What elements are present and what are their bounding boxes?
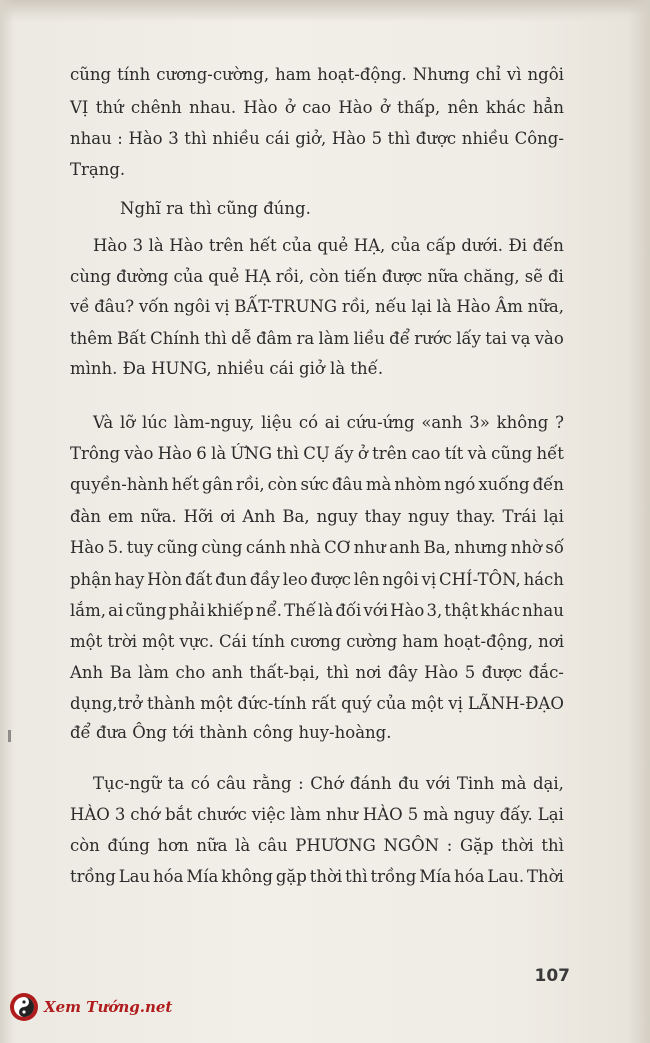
text-line: VỊ thứ chênh nhau. Hào ở cao Hào ở thấp, nên khác hẳn [70,98,564,117]
text-line: nhau : Hào 3 thì nhiều cái giở, Hào 5 thì được nhiều Công- [70,129,564,148]
margin-mark [8,730,11,742]
text-line: thêm Bất Chính thì dễ đâm ra làm liều để rước lấy tai vạ vào [70,329,564,348]
text-line: cùng đường của quẻ HẠ rồi, còn tiến được nữa chăng, sẽ đi [70,267,564,286]
watermark-logo [10,992,172,1022]
text-line: Hào 3 là Hào trên hết của quẻ HẠ, của cấp dưới. Đi đến [93,236,564,255]
text-line: phận hay Hòn đất đun đầy leo được lên ngôi vị CHÍ-TÔN, hách [70,570,564,589]
text-line: lắm, ai cũng phải khiếp nể. Thế là đối với Hào 3, thật khác nhau [70,601,564,620]
watermark-text: Xem Tướng.net [44,998,173,1016]
text-line: còn đúng hơn nữa là câu PHƯƠNG NGÔN : Gặp thời thì [70,836,564,855]
text-line: Hào 5. tuy cũng cùng cánh nhà CƠ như anh Ba, nhưng nhờ số [70,538,564,557]
text-line: một trời một vực. Cái tính cương cường ham hoạt-động, nơi [70,632,564,651]
text-line: Và lỡ lúc làm-nguy, liệu có ai cứu-ứng «anh 3» không ? [93,413,564,432]
text-line: trồng Lau hóa Mía không gặp thời thì trồng Mía hóa Lau. Thời [70,867,564,886]
text-line: mình. Đa HUNG, nhiều cái giở là thế. [70,359,384,378]
text-line: cũng tính cương-cường, ham hoạt-động. Nhưng chỉ vì ngôi [70,65,564,84]
page-left-shadow [0,0,14,1043]
text-line: dụng,trở thành một đức-tính rất quý của một vị LÃNH-ĐẠO [70,694,564,713]
page-right-shadow [628,0,650,1043]
yin-yang-icon [10,993,38,1021]
text-line: đàn em nữa. Hỡi ơi Anh Ba, nguy thay nguy thay. Trái lại [70,507,564,526]
text-line: quyền-hành hết gân rồi, còn sức đâu mà nhòm ngó xuống đến [70,475,564,494]
text-line: HÀO 3 chớ bắt chước việc làm như HÀO 5 mà nguy đấy. Lại [70,805,564,824]
text-line: Anh Ba làm cho anh thất-bại, thì nơi đây Hào 5 được đắc- [70,663,564,682]
text-line: Tục-ngữ ta có câu rằng : Chớ đánh đu với Tinh mà dại, [93,774,564,793]
page-number: 107 [534,966,570,986]
text-line: Nghĩ ra thì cũng đúng. [120,199,311,218]
text-line: để đưa Ông tới thành công huy-hoàng. [70,723,392,742]
text-line: Trạng. [70,160,126,179]
text-line: Trông vào Hào 6 là ỨNG thì CỤ ấy ở trên cao tít và cũng hết [70,444,564,463]
page-top-edge [0,0,650,22]
text-line: về đâu? vốn ngôi vị BẤT-TRUNG rồi, nếu lại là Hào Âm nữa, [70,297,564,316]
